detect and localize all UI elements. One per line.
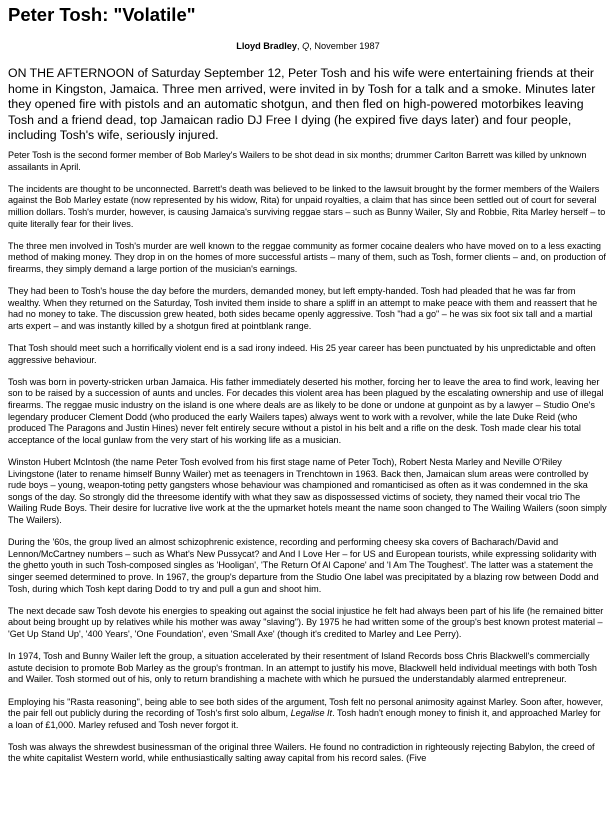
body-paragraph: That Tosh should meet such a horrifically violent end is a sad irony indeed. His 25 year career has been punctuated by his unpredictable and often aggressive behaviour. (8, 343, 596, 365)
body-paragraph: In 1974, Tosh and Bunny Wailer left the group, a situation accelerated by their resentment of Island Records boss Chris Blackwell's commercially astute decision to promote Bob Marley as the group's frontman. In an attempt to justify his move, Blackwell held individual meetings with both Tosh and Wailer. Tosh stormed out of his, only to return brandishing a machete with which he pursued the understandably alarmed entrepreneur. (8, 651, 597, 685)
intro-paragraph: ON THE AFTERNOON of Saturday September 12, Peter Tosh and his wife were entertaining friends at their home in Kingston, Jamaica. Three men arrived, were invited in by Tosh for a talk and a smoke. Minutes later they opened fire with pistols and an automatic shotgun, and then fled on high-powered motorbikes leaving Tosh and a friend dead, top Jamaican radio DJ Free I dying (he expired five days later) and four people, including Tosh's wife, seriously injured. (8, 66, 596, 142)
article-title: Peter Tosh: "Volatile" (8, 4, 196, 25)
body-paragraph: They had been to Tosh's house the day before the murders, demanded money, but left empty-handed. Tosh had pleaded that he was far from wealthy. When they returned on the Saturday, Tosh invited them inside to share a spliff in an attempt to make peace with them and reassert that he had no money to take. The discussion grew heated, both sides became openly aggressive. Tosh "had a go" – he was six foot six tall and a martial arts expert – and was instantly killed by a shotgun fired at pointblank range. (8, 286, 598, 331)
body-paragraph: Tosh was born in poverty-stricken urban Jamaica. His father immediately deserted his mother, forcing her to leave the area to find work, leaving her son to be raised by a succession of aunts and uncles. For decades this violent area has been plagued by the escalating ownership and use of illegal firearms. The reggae music industry on the island is one where deals are as likely to be done or undone at gunpoint as by a lawyer – Studio One's legendary producer Clement Dodd (who produced the early Wailers tapes) always went to work with a revolver, while the late Duke Reid (who produced The Paragons and Justin Hines) never felt entirely secure without a pistol in his belt and a rifle on the desk. Tosh made clear his total acceptance of the local gunlaw from the very start of his working life as a musician. (8, 376, 604, 445)
body-paragraph: Winston Hubert McIntosh (the name Peter Tosh evolved from his first stage name of Peter Toch), Robert Nesta Marley and Neville O'Riley Livingstone (later to rename himself Bunny Wailer) met as teenagers in Trenchtown in 1963. Back then, Jamaican slum areas were controlled by rude boys – young, weapon-toting petty gangsters whose behaviour was championed and romanticised as often as it was condemned in the ska songs of the day. So strongly did the threesome identify with what they saw as dispossessed victims of society, they named their vocal trio The Wailing Rude Boys. Their desire for lucrative live work at the the upmarket hotels meant the name soon changed to The Wailing Wailers (soon simply The Wailers). (8, 457, 607, 525)
body-paragraph: The next decade saw Tosh devote his energies to speaking out against the social injustice he felt had always been part of his life (he remained bitter about being brought up by relatives while his mother was away "slaving"). By 1975 he had written some of the group's best known protest material – 'Get Up Stand Up', '400 Years', 'One Foundation', even 'Small Axe' (though it's credited to Marley and Lee Perry). (8, 605, 604, 639)
author-name: Lloyd Bradley (236, 41, 297, 51)
body-paragraph: The three men involved in Tosh's murder are well known to the reggae community as former cocaine dealers who have moved on to a less exacting method of making money. They drop in on the homes of more successful artists – many of them, such as Tosh, former clients – and, on production of firearms, they simply demand a large portion of the musician's earnings. (8, 240, 606, 274)
body-paragraph: Peter Tosh is the second former member of Bob Marley's Wailers to be shot dead in six months; drummer Carlton Barrett was killed by unknown assailants in April. (8, 150, 587, 172)
body-paragraph: During the '60s, the group lived an almost schizophrenic existence, recording and performing cheesy ska covers of Bacharach/David and Lennon/McCartney numbers – such as What's New Pussycat? and And I Love Her – for US and European tourists, while expressing solidarity with the ghetto youth in such Tosh-composed singles as 'Hooligan', 'The Return Of Al Capone' and 'I Am The Toughest'. The latter was a statement the singer seemed determined to prove. In 1967, the group's departure from the Studio One label was precipitated by a blazing row between Dodd and Tosh, during which Tosh kept daring Dodd to try and pull a gun and shoot him. (8, 537, 599, 594)
paragraph-text: . Tosh hadn't enough money to finish it, and approached Marley for a loan of £1,000. Marley refused and Tosh never forgot it. (8, 708, 601, 730)
publication-date: , November 1987 (309, 41, 380, 51)
byline-separator: , (297, 41, 303, 51)
body-paragraph: Tosh was always the shrewdest businessman of the original three Wailers. He found no contradiction in righteously rejecting Babylon, the creed of the white capitalist Western world, while enthusiastically salting away capital from his record sales. (Five (8, 741, 595, 764)
publication-name: Q (302, 41, 310, 51)
byline (0, 40, 616, 52)
body-paragraph (8, 697, 608, 732)
article-body (8, 150, 608, 776)
album-title: Legalise It (290, 708, 333, 719)
paragraph-text: Employing his "Rasta reasoning", being able to see both sides of the argument, Tosh felt no personal animosity against Marley. Soon after, however, the pair fell out publicly during the recording of Tosh's first solo album, (8, 696, 604, 719)
body-paragraph: The incidents are thought to be unconnected. Barrett's death was believed to be linked to the lawsuit brought by the former members of the Wailers against the Bob Marley estate (now represented by his widow, Rita) for unpaid royalties, a claim that has since been settled out of court for several million dollars. Tosh's murder, however, is causing Jamaica's surviving reggae stars – such as Bunny Wailer, Sly and Robbie, Rita Marley herself – to quite literally fear for their lives. (8, 183, 606, 229)
